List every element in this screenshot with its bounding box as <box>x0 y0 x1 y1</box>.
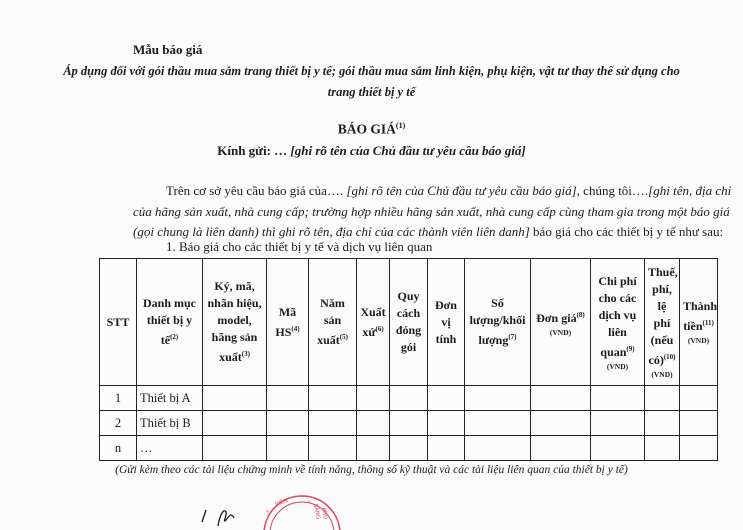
greeting <box>0 143 743 159</box>
svg-text:*: * <box>266 510 269 516</box>
col-header-label: Thành tiền <box>683 299 718 333</box>
greeting-placeholder: [ghi rõ tên của Chủ đầu tư yêu cầu báo giá] <box>290 143 526 158</box>
col-header-note: (4) <box>291 324 300 333</box>
col-header-label: STT <box>106 314 130 329</box>
col-header-label: Thuế, phí, lệ phí (nếu có) <box>648 265 678 367</box>
empty-cell <box>645 386 680 411</box>
row-item-name: Thiết bị B <box>137 411 203 436</box>
col-header-4 <box>309 259 357 386</box>
intro-part-4: [ghi tên, địa chỉ của hãng sản xuất, nhà cung cấp; trường hợp nhiều hãng sản xuất, nhà cung cấp cùng tham gia trong một báo giá (gọi chung là liên danh) thì ghi rõ tên, địa chỉ của các thành viên liên danh] <box>133 183 732 239</box>
applies-line-2: trang thiết bị y tế <box>327 85 416 99</box>
empty-cell <box>267 436 309 461</box>
col-header-note: (11) <box>702 319 714 327</box>
empty-cell <box>267 411 309 436</box>
empty-cell <box>680 411 718 436</box>
quote-table <box>99 258 718 461</box>
table-row <box>100 436 718 461</box>
col-header-note: (6) <box>375 324 384 333</box>
empty-cell <box>591 436 645 461</box>
empty-cell <box>531 411 591 436</box>
col-header-12 <box>680 259 718 386</box>
col-header-label: Xuất xứ <box>360 304 386 339</box>
svg-text:Y: Y <box>304 500 311 505</box>
row-stt: 1 <box>100 386 137 411</box>
quote-heading <box>0 121 743 138</box>
col-header-label: Danh mục thiết bị y tế <box>142 296 196 347</box>
col-header-label: Ký, mã, nhãn hiệu, model, hãng sản xuất <box>207 279 262 364</box>
svg-text:SÁNG: SÁNG <box>312 503 321 520</box>
intro-part-3: , chúng tôi…. <box>576 183 649 198</box>
empty-cell <box>531 436 591 461</box>
section-1-heading: 1. Báo giá cho các thiết bị y tế và dịch vụ liên quan <box>166 239 433 254</box>
intro-part-5: báo giá cho các thiết bị y tế như sau: <box>529 224 724 239</box>
empty-cell <box>465 411 531 436</box>
red-stamp <box>262 486 342 530</box>
table-header-row <box>100 259 718 386</box>
empty-cell <box>309 386 357 411</box>
col-header-label: Đơn vị tính <box>435 297 457 346</box>
empty-cell <box>267 386 309 411</box>
row-stt: 2 <box>100 411 137 436</box>
svg-text:PHÚ: PHÚ <box>320 507 328 520</box>
quote-title-note: (1) <box>395 121 406 130</box>
row-item-name: … <box>137 436 203 461</box>
col-header-0 <box>100 259 137 386</box>
signature-mark <box>196 500 236 530</box>
empty-cell <box>680 386 718 411</box>
col-header-note: (10) <box>663 353 676 361</box>
col-header-8 <box>465 259 531 386</box>
col-header-label: Năm sản xuất <box>317 296 345 347</box>
col-header-note: (9) <box>626 344 635 353</box>
empty-cell <box>591 386 645 411</box>
col-header-label: Chi phí cho các dịch vụ liên quan <box>598 273 637 359</box>
col-header-note: (5) <box>339 333 348 341</box>
svg-text:VIỆN: VIỆN <box>274 497 289 508</box>
empty-cell <box>390 386 428 411</box>
empty-cell <box>203 411 267 436</box>
col-header-9 <box>531 259 591 386</box>
col-header-2 <box>203 259 267 386</box>
empty-cell <box>465 386 531 411</box>
intro-part-2: [ghi rõ tên của Chủ đầu tư yêu cầu báo giá] <box>346 183 577 198</box>
col-header-label: Mã HS <box>275 304 297 339</box>
empty-cell <box>591 411 645 436</box>
col-header-10 <box>591 259 645 386</box>
table-row <box>100 386 718 411</box>
row-stt: n <box>100 436 137 461</box>
col-header-label: Quy cách đóng gói <box>395 289 422 354</box>
empty-cell <box>203 386 267 411</box>
col-header-unit: (VND) <box>687 336 710 345</box>
empty-cell <box>357 386 390 411</box>
intro-paragraph <box>133 181 738 243</box>
empty-cell <box>309 436 357 461</box>
col-header-label: Đơn giá <box>536 310 577 325</box>
empty-cell <box>390 411 428 436</box>
empty-cell <box>428 386 465 411</box>
col-header-11 <box>645 259 680 386</box>
applies-line-1: Áp dụng đối với gói thầu mua sắm trang thiết bị y tế; gói thầu mua sắm linh kiện, phụ kiện, vật tư thay thế sử dụng cho <box>63 64 680 78</box>
col-header-note: (2) <box>170 333 179 341</box>
empty-cell <box>645 411 680 436</box>
empty-cell <box>465 436 531 461</box>
form-title: Mẫu báo giá <box>133 42 203 57</box>
col-header-note: (3) <box>241 350 250 358</box>
col-header-unit: (VND) <box>651 370 673 379</box>
intro-part-1: Trên cơ sở yêu cầu báo giá của…. <box>166 183 347 198</box>
empty-cell <box>428 411 465 436</box>
col-header-unit: (VND) <box>606 361 629 371</box>
empty-cell <box>357 436 390 461</box>
col-header-3 <box>267 259 309 386</box>
col-header-note: (8) <box>576 310 585 319</box>
col-header-label: Số lượng/khối lượng <box>469 296 526 347</box>
col-header-unit: (VND) <box>549 327 572 337</box>
table-row <box>100 411 718 436</box>
empty-cell <box>309 411 357 436</box>
col-header-1 <box>137 259 203 386</box>
greeting-prefix: Kính gửi: … <box>217 143 291 158</box>
col-header-7 <box>428 259 465 386</box>
empty-cell <box>428 436 465 461</box>
quote-title: BÁO GIÁ <box>337 121 396 137</box>
table-body <box>100 386 718 461</box>
empty-cell <box>645 436 680 461</box>
empty-cell <box>390 436 428 461</box>
empty-cell <box>531 386 591 411</box>
empty-cell <box>203 436 267 461</box>
col-header-note: (7) <box>508 333 517 341</box>
footnote: (Gửi kèm theo các tài liệu chứng minh về tính năng, thông số kỹ thuật và các tài liệu liên quan của thiết bị y tế) <box>115 464 628 476</box>
col-header-5 <box>357 259 390 386</box>
col-header-6 <box>390 259 428 386</box>
row-item-name: Thiết bị A <box>137 386 203 411</box>
empty-cell <box>680 436 718 461</box>
empty-cell <box>357 411 390 436</box>
